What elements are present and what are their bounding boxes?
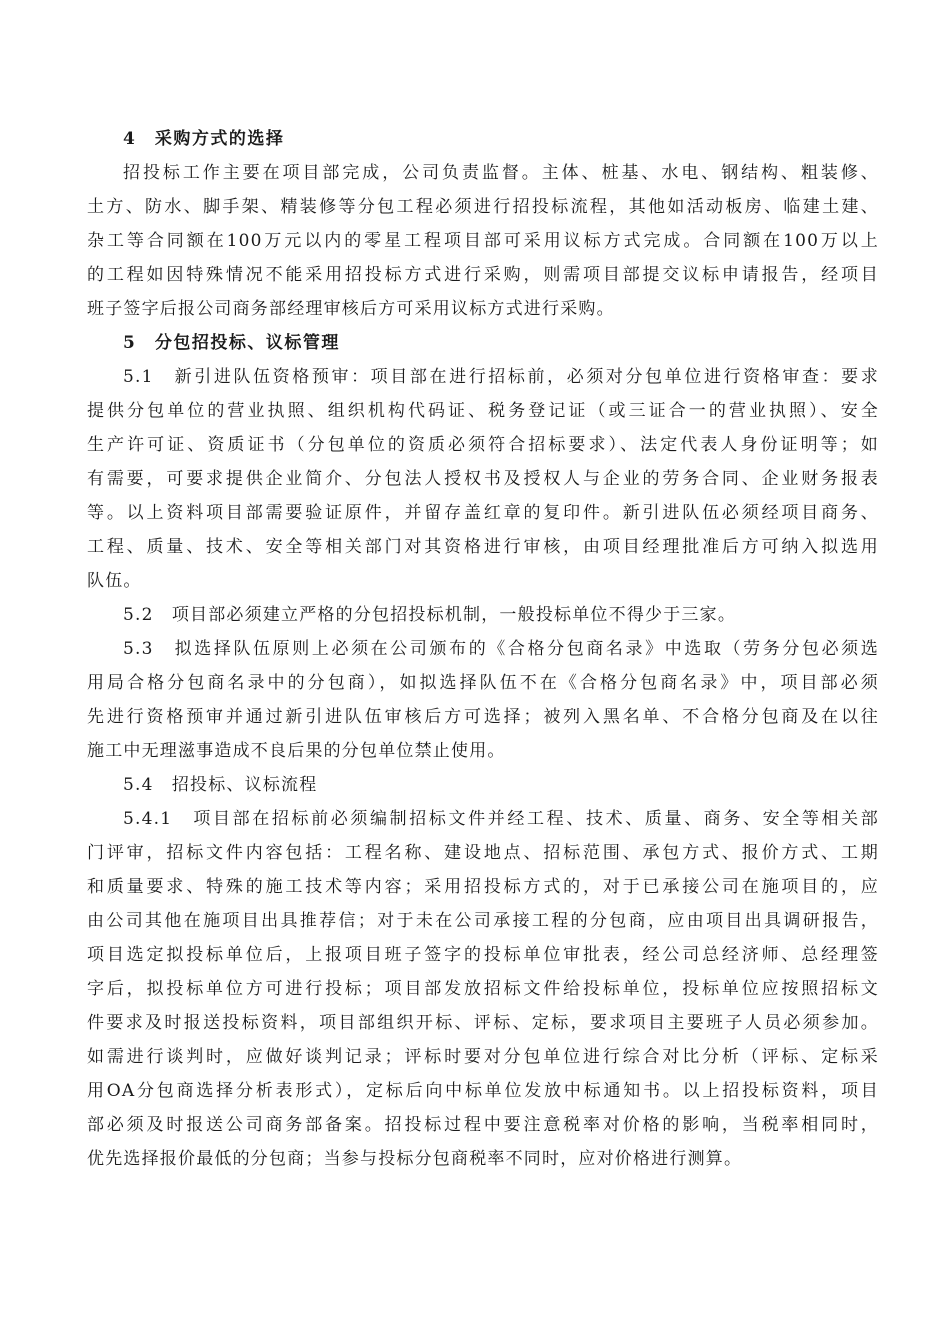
- clause-5-1-line: 等。以上资料项目部需要验证原件，并留存盖红章的复印件。新引进队伍必须经项目商务、: [87, 503, 879, 523]
- clause-5-4-1-line: 如需进行谈判时，应做好谈判记录；评标时要对分包单位进行综合对比分析（评标、定标采: [87, 1047, 879, 1067]
- section-4-text-line: 杂工等合同额在100万元以内的零星工程项目部可采用议标方式完成。合同额在100万以上: [87, 231, 879, 251]
- clause-5-4-1-line: 件要求及时报送投标资料，项目部组织开标、评标、定标，要求项目主要班子人员必须参加。: [87, 1013, 879, 1033]
- clause-5-4-heading: 5.4 招投标、议标流程: [123, 775, 318, 795]
- clause-5-1-line: 工程、质量、技术、安全等相关部门对其资格进行审核，由项目经理批准后方可纳入拟选用: [87, 537, 879, 557]
- clause-5-3-line: 用局合格分包商名录中的分包商），如拟选择队伍不在《合格分包商名录》中，项目部必须: [87, 673, 879, 693]
- clause-5-1-line: 提供分包单位的营业执照、组织机构代码证、税务登记证（或三证合一的营业执照）、安全: [87, 401, 879, 421]
- clause-5-4-1-line: 优先选择报价最低的分包商；当参与投标分包商税率不同时，应对价格进行测算。: [87, 1149, 743, 1169]
- clause-5-4-1-line: 用OA分包商选择分析表形式），定标后向中标单位发放中标通知书。以上招投标资料，项目: [87, 1081, 879, 1101]
- clause-5-4-1-line: 由公司其他在施项目出具推荐信；对于未在公司承接工程的分包商，应由项目出具调研报告，: [87, 911, 879, 931]
- clause-5-4-1-line: 5.4.1 项目部在招标前必须编制招标文件并经工程、技术、质量、商务、安全等相关部: [123, 809, 879, 829]
- clause-5-4-1-line: 门评审，招标文件内容包括：工程名称、建设地点、招标范围、承包方式、报价方式、工期: [87, 843, 879, 863]
- section-4-heading: 4 采购方式的选择: [123, 129, 285, 149]
- clause-5-3-line: 先进行资格预审并通过新引进队伍审核后方可选择；被列入黑名单、不合格分包商及在以往: [87, 707, 879, 727]
- section-4-text-line: 招投标工作主要在项目部完成，公司负责监督。主体、桩基、水电、钢结构、粗装修、: [123, 163, 879, 183]
- clause-5-2-line: 5.2 项目部必须建立严格的分包招投标机制，一般投标单位不得少于三家。: [123, 605, 737, 625]
- clause-5-1-line: 队伍。: [87, 571, 142, 591]
- section-5-heading: 5 分包招投标、议标管理: [123, 333, 340, 353]
- clause-5-3-line: 5.3 拟选择队伍原则上必须在公司颁布的《合格分包商名录》中选取（劳务分包必须选: [123, 639, 879, 659]
- section-4-text-line: 土方、防水、脚手架、精装修等分包工程必须进行招投标流程，其他如活动板房、临建土建、: [87, 197, 879, 217]
- document-body: [87, 122, 879, 1176]
- clause-5-4-1-line: 项目选定拟投标单位后，上报项目班子签字的投标单位审批表，经公司总经济师、总经理签: [87, 945, 879, 965]
- clause-5-1-line: 5.1 新引进队伍资格预审：项目部在进行招标前，必须对分包单位进行资格审查：要求: [123, 367, 879, 387]
- clause-5-3-line: 施工中无理滋事造成不良后果的分包单位禁止使用。: [87, 741, 506, 761]
- clause-5-4-1-line: 部必须及时报送公司商务部备案。招投标过程中要注意税率对价格的影响，当税率相同时，: [87, 1115, 879, 1135]
- section-4-text-line: 的工程如因特殊情况不能采用招投标方式进行采购，则需项目部提交议标申请报告，经项目: [87, 265, 879, 285]
- clause-5-4-1-line: 和质量要求、特殊的施工技术等内容；采用招投标方式的，对于已承接公司在施项目的，应: [87, 877, 879, 897]
- clause-5-1-line: 有需要，可要求提供企业简介、分包法人授权书及授权人与企业的劳务合同、企业财务报表: [87, 469, 879, 489]
- clause-5-4-1-line: 字后，拟投标单位方可进行投标；项目部发放招标文件给投标单位，投标单位应按照招标文: [87, 979, 879, 999]
- clause-5-1-line: 生产许可证、资质证书（分包单位的资质必须符合招标要求）、法定代表人身份证明等；如: [87, 435, 879, 455]
- section-4-text-line: 班子签字后报公司商务部经理审核后方可采用议标方式进行采购。: [87, 299, 615, 319]
